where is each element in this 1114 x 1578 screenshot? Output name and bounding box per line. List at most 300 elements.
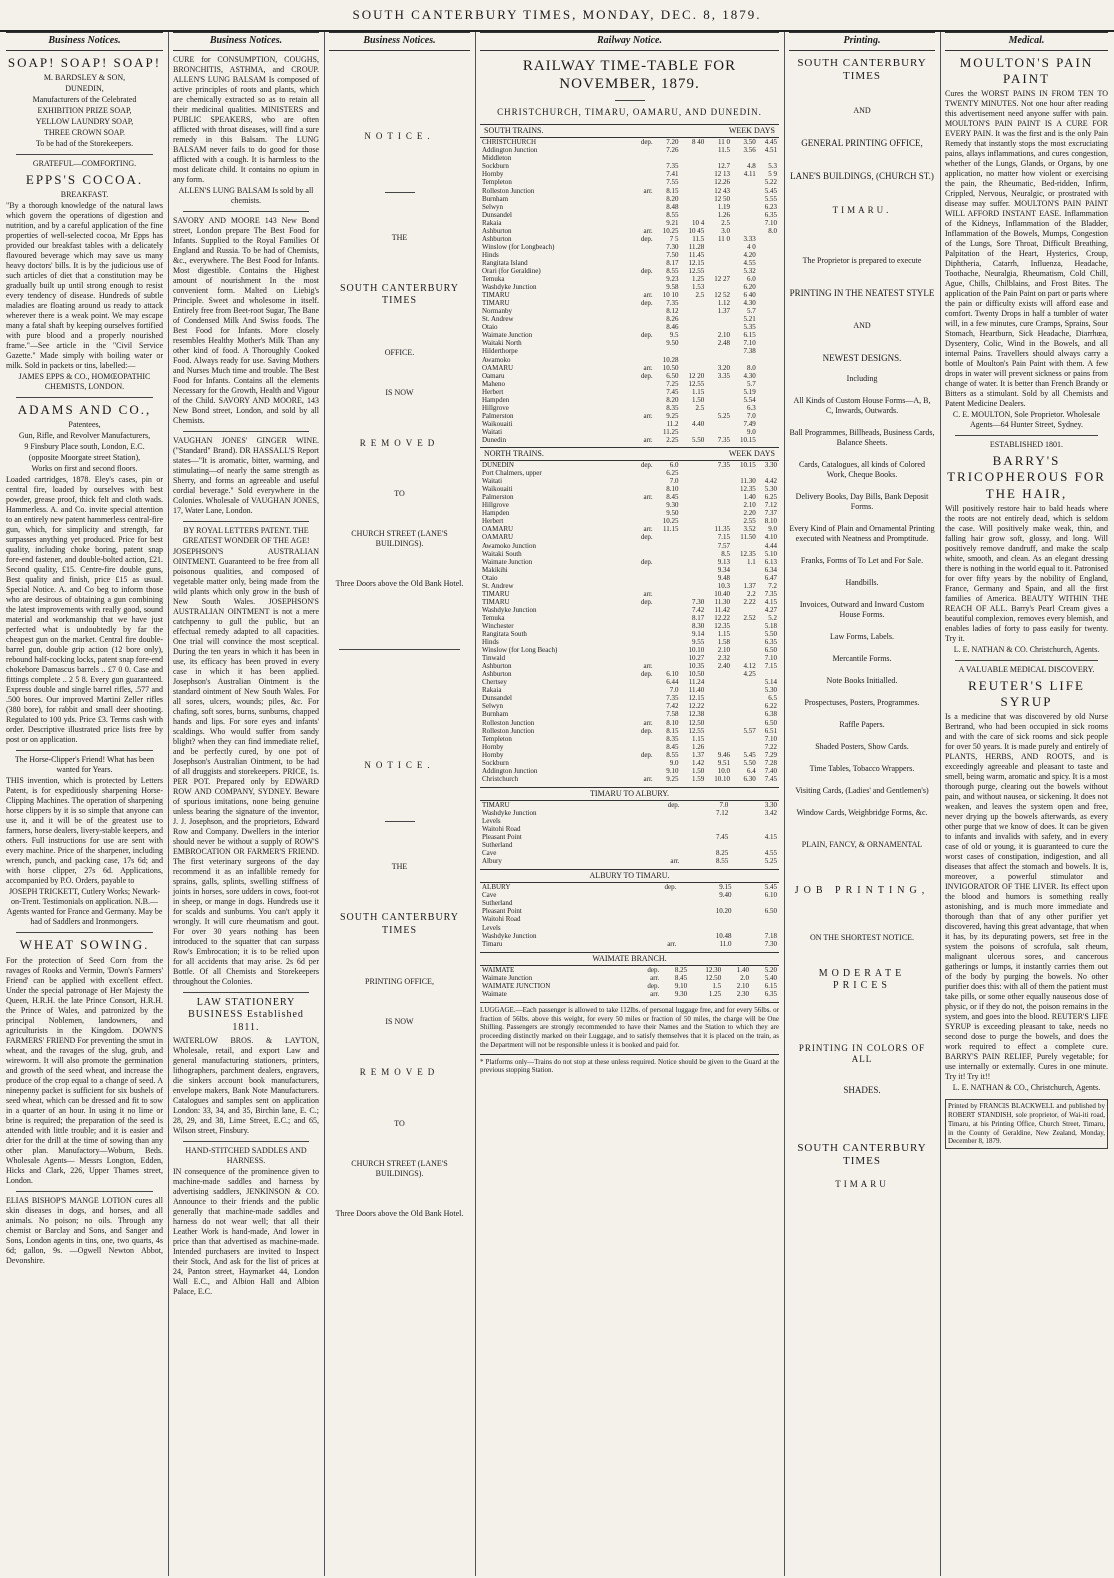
departure-time [680,203,706,211]
arr-dep: arr. [643,226,653,235]
station-name: Herbert [482,517,504,526]
departure-time [758,299,779,307]
timetable-row [480,501,779,509]
departure-time [706,420,732,428]
departure-time: 8.45 [674,973,688,982]
departure-time: 8.55 [716,857,729,866]
departure-time [678,924,733,932]
station-name: WAIMATE [482,965,515,974]
departure-time [732,356,758,364]
departure-time [680,195,706,203]
station-name: OAMARU [482,525,514,534]
notice-removal-1 [329,131,470,590]
station-name: OAMARU [482,363,514,372]
station-name: DUNEDIN [482,461,514,470]
arr-dep: dep. [640,267,653,275]
departure-time [655,590,681,598]
departure-time: 8.55 [666,750,679,759]
timetable-row [480,694,779,702]
station-name: TIMARU [482,299,510,308]
ad-body: WATERLOW BROS. & LAYTON, Wholesale, retail, and export Law and general manufacturing stationers, printers, lithographers, parchment dealers, engravers, die sinkers account book manufacturers, envelope makers, Bank Note Manufacturers. Catalogues and samples sent on application London: 33, 34, and 35, Birchin lane, E. C.; 28, 29, and 38, Lime Street, E.C.; and 65, Wilson street, Finsbury. [173,1036,319,1135]
departure-time [706,469,732,477]
departure-time: 8.0 [747,363,756,372]
south-trains-table [480,138,779,444]
spacer [789,416,935,428]
arr-dep [634,517,655,525]
departure-time: 6.20 [743,283,756,292]
arr-dep [634,154,655,162]
departure-time: 6.10 [764,891,777,900]
departure-time [706,719,732,727]
print-item: Note Books Initialled. [826,676,898,686]
timetable-row [480,469,779,477]
timetable-row [480,339,779,347]
arr-dep [634,404,655,412]
arr-dep [634,323,655,331]
departure-time [680,493,706,501]
column-business-notices-2 [168,32,323,1576]
departure-time [706,517,732,525]
departure-time: 5.54 [743,395,756,404]
departure-time: 2.5 [695,291,705,300]
departure-time: 9.25 [666,774,679,783]
timetable-row [480,219,779,227]
departure-time: 6.10 [666,670,679,679]
departure-time: 12.50 [705,973,722,982]
arr-dep: arr. [643,718,653,727]
departure-time: 10.25 [662,226,679,235]
departure-time: 10 4 [691,218,705,227]
arr-dep [634,686,655,694]
departure-time [680,501,706,509]
station-name: Hornby [482,742,504,751]
departure-time: 1.42 [691,758,705,767]
departure-time [680,162,706,170]
print-item: Mercantile Forms. [832,654,892,664]
departure-time [732,566,758,574]
departure-time: 12 43 [714,186,730,195]
departure-time [758,428,779,436]
departure-time [655,606,681,614]
ad-signature: ALLEN'S LUNG BALSAM Is sold by all chemists. [178,185,314,205]
departure-time: 9.10 [666,766,679,775]
departure-time [758,251,779,259]
departure-time: 9.25 [666,411,679,420]
departure-time: 7 5 [669,234,679,243]
timetable-row [480,372,779,380]
departure-time [706,347,732,355]
departure-time: 4.10 [764,533,777,542]
departure-time: 7.18 [764,931,777,940]
departure-time [732,654,758,662]
print-line: Including [846,374,878,384]
departure-time [655,542,681,550]
departure-time: 11.45 [688,250,705,259]
arr-dep [634,932,678,940]
departure-time: 5.50 [691,435,705,444]
departure-time: 7.42 [691,605,705,614]
departure-time: 8.25 [674,965,688,974]
departure-time: 6.22 [764,702,777,711]
departure-time: 5.19 [743,387,756,396]
departure-time [730,817,779,825]
departure-time: 10.15 [740,461,756,470]
ad-line: A VALUABLE MEDICAL DISCOVERY. [958,664,1095,674]
departure-time: 9.30 [674,989,688,998]
station-name: Winslow (for Long Beach) [482,646,558,655]
ad-ginger-wine [173,436,319,516]
timetable-row [480,646,779,654]
departure-time: 7.30 [691,597,705,606]
departure-time: 6.50 [764,718,777,727]
arr-dep [634,694,655,702]
station-name: Ashburton [482,234,512,243]
ad-title: The Horse-Clipper's Friend! What has been wanted for Years. [14,755,155,775]
departure-time [682,841,731,849]
departure-time [732,702,758,710]
albury-timaru-header: ALBURY TO TIMARU. [480,869,779,883]
departure-time: 8.46 [666,323,679,332]
ad-soap [6,55,163,149]
departure-time [758,364,779,372]
departure-time: 9.23 [666,275,679,284]
timetable-row [480,428,779,436]
arr-dep [634,485,655,493]
station-name: Orari (for Geraldine) [482,267,541,275]
column-railway-notice [475,32,783,1576]
departure-time: 8.26 [666,315,679,324]
departure-time: 9.34 [717,565,730,574]
departure-time [732,686,758,694]
ad-line: (opposite Moorgate street Station), [28,453,141,463]
departure-time: 12.38 [688,710,705,719]
departure-time: 7.45 [764,774,777,783]
departure-time: 4.15 [764,833,777,842]
departure-time: 1.25 [708,989,722,998]
departure-time [655,558,681,566]
ad-line: Gun, Rifle, and Revolver Manufacturers, [18,431,151,441]
notice-line: THE [391,232,408,242]
departure-time: 6.0 [669,461,679,470]
departure-time: 2.2 [747,589,756,598]
departure-time: 7.15 [764,662,777,671]
spacer [789,384,935,396]
departure-time: 7.35 [717,435,730,444]
station-name: Washdyke Junction [482,283,537,292]
notice-line: PRINTING OFFICE, [365,977,434,987]
departure-time [706,493,732,501]
departure-time: 8.55 [666,267,679,275]
departure-time: 8.10 [666,485,679,494]
arr-dep [634,388,655,396]
departure-time: 8.15 [666,186,679,195]
departure-time: 8.5 [721,549,730,558]
departure-time: 12.15 [688,258,705,267]
ad-title: WHEAT SOWING. [19,937,150,953]
departure-time [706,388,732,396]
departure-time: 11.5 [692,234,705,243]
departure-time: 7.35 [764,589,777,598]
divider [183,1141,309,1142]
departure-time: 1.15 [691,387,705,396]
timetable-row [480,574,779,582]
departure-time [732,743,758,751]
notice-line: REMOVED [359,437,440,448]
timetable-row [480,195,779,203]
arr-dep: arr. [667,939,677,948]
departure-time: 7.10 [764,218,777,227]
ad-epps-cocoa [6,159,163,392]
ad-adams-guns [6,402,163,745]
departure-time: 5.10 [764,549,777,558]
departure-time: 11.30 [740,477,756,486]
departure-time: 7.45 [716,833,729,842]
waimate-header: WAIMATE BRANCH. [480,952,779,966]
departure-time: 2.52 [743,613,756,622]
departure-time: 10.3 [717,581,730,590]
arr-dep [634,743,655,751]
north-trains-label: NORTH TRAINS. [484,449,544,459]
timetable-row [480,899,779,907]
ad-signature: JOSEPH TRICKETT, Cutlery Works; Newark-on-Trent. Testimonials on application. N.B.—Agents wanted for France and Germany. May be had of Saddlers and Ironmongers. [6,887,163,927]
departure-time: 1.37 [691,750,705,759]
departure-time: 4.8 [747,162,756,171]
print-item: Invoices, Outward and Inward Custom House Forms. [799,600,925,620]
departure-time: 7.12 [716,808,729,817]
spacer [789,512,935,524]
station-name: Hampden [482,395,510,404]
departure-time: 10.28 [662,355,679,364]
departure-time: 9.58 [666,283,679,292]
station-name: Waitohi Road [482,915,521,924]
departure-time [706,727,732,735]
station-name: Dunedin [482,435,507,444]
ad-title: EPPS'S COCOA. [25,171,144,187]
arr-dep [634,582,655,590]
departure-time [758,267,779,275]
station-name: Hinds [482,250,499,259]
departure-time [655,662,681,670]
departure-time [758,412,779,420]
arr-dep [634,710,655,718]
departure-time: 7.37 [764,509,777,518]
departure-time [706,485,732,493]
ad-body: VAUGHAN JONES' GINGER WINE. ("Standard" Brand). DR HASSALL'S Report states—"It is aromatic, bitter, warming, and stimulating—of nearly the same strength as Sherry, and forms an agreeable and useful cordial beverage." Sold everywhere in the Colonies. Wholesale of VAUGHAN JONES, 17, Water Lane, London. [173,435,319,515]
timetable-row [480,267,779,275]
ad-line: BREAKFAST. [60,190,109,199]
ad-barry-tricopherous [945,440,1108,655]
timetable-row [480,291,779,299]
departure-time [655,646,681,654]
departure-time [732,710,758,718]
print-item: Ball Programmes, Billheads, Business Cards, Balance Sheets. [789,428,935,448]
station-name: Waitati [482,477,503,486]
timetable-row [480,932,779,940]
arr-dep [634,170,655,178]
arr-dep: arr. [643,186,653,195]
departure-time [758,420,779,428]
print-item: Cards, Catalogues, all kinds of Colored Work, Cheque Books. [799,460,925,480]
departure-time [706,396,732,404]
arr-dep [634,219,655,227]
notice-heading: NOTICE. [364,130,435,141]
station-name: Hampden [482,509,510,518]
station-name: Tinwald [482,654,506,663]
arr-dep: dep. [640,750,653,759]
departure-time [655,566,681,574]
station-name: Port Chalmers, upper [482,469,542,478]
station-name: Ashburton [482,662,512,671]
station-name: Rangitata South [482,630,527,639]
station-name: Cave [482,849,497,858]
departure-time [732,469,758,477]
arr-dep [634,606,655,614]
masthead: SOUTH CANTERBURY TIMES, MONDAY, DEC. 8, 1879. [0,0,1114,32]
departure-time [758,291,779,299]
departure-time: 2.5 [695,403,705,412]
arr-dep [634,622,655,630]
arr-dep [634,178,655,186]
departure-time: 5.14 [764,678,777,687]
departure-time: 3.56 [743,146,756,155]
arr-dep: dep. [640,670,653,679]
ad-signature: JAMES EPPS & CO., HOMŒOPATHIC CHEMISTS, LONDON. [18,372,151,391]
departure-time [655,638,681,646]
arr-dep [634,195,655,203]
departure-time: 7.42 [666,702,679,711]
spacer [789,943,935,968]
station-name: Hilderthorpe [482,347,518,356]
timetable-row [480,420,779,428]
departure-time: 4.40 [691,419,705,428]
ad-title: MOULTON'S PAIN PAINT [959,54,1094,86]
departure-time [680,550,706,558]
arr-dep [634,356,655,364]
arr-dep: dep. [640,138,653,147]
departure-time: 1.53 [691,283,705,292]
timetable-row [480,227,779,235]
ad-body: "By a thorough knowledge of the natural laws which govern the operations of digestion and nutrition, and by a careful application of the fine properties of well-selected cocoa, Mr Epps has provided our breakfast tables with a delicately flavoured beverage which may save us many heavy doctors' bills. It is by the judicious use of such articles of diet that a constitution may be gradually built up until strong enough to resist every tendency of disease. Hundreds of subtle maladies are floating around us ready to attack wherever there is a weak point. We may escape many a fatal shaft by keeping ourselves fortified with pure blood and a properly nourished frame."—See article in the "Civil Service Gazette." Made simply with boiling water or milk. Sold in packets or tins, labelled:— [6,201,163,370]
arr-dep: arr. [643,291,653,300]
departure-time: 12.22 [688,702,705,711]
arr-dep [634,614,655,622]
departure-time: 12 20 [688,371,705,380]
timetable-row [480,825,779,833]
departure-time: 5.7 [747,379,756,388]
departure-time: 6.25 [764,493,777,502]
arr-dep [634,146,655,154]
departure-time: 6.25 [666,469,679,478]
station-name: Waimate Junction [482,973,533,982]
station-name: Hornby [482,750,504,759]
timetable-row [480,154,779,162]
spacer [789,149,935,171]
waimate-table [480,966,779,998]
departure-time: 5.45 [764,883,777,892]
departure-time: 10.40 [714,589,730,598]
timetable-row [480,590,779,598]
station-name: Waitohi Road [482,825,521,834]
departure-time [732,622,758,630]
departure-time: 12.55 [688,379,705,388]
station-name: Rakaia [482,218,502,227]
arr-dep: arr. [650,973,660,982]
print-item: Prospectuses, Posters, Programmes. [804,698,920,708]
station-name: Burnham [482,194,509,203]
station-name: Templeton [482,178,512,187]
print-line: AND [853,321,871,330]
departure-time: 5.35 [743,323,756,332]
print-paper-name: SOUTH CANTERBURY TIMES [797,56,927,83]
print-line: TIMARU. [832,204,892,215]
departure-time [758,283,779,291]
departure-time [706,678,732,686]
departure-time [706,380,732,388]
departure-time: 1.40 [736,965,750,974]
timetable-row [480,702,779,710]
departure-time: 7.55 [666,178,679,187]
divider [615,100,645,101]
station-name: TIMARU [482,589,510,598]
print-line: AND [853,106,871,115]
timetable-row [480,638,779,646]
departure-time: 6.47 [764,573,777,582]
notice-heading: NOTICE. [364,760,435,770]
departure-time: 10.0 [717,766,730,775]
timetable-row [480,606,779,614]
luggage-notice: LUGGAGE.—Each passenger is allowed to take 112lbs. of personal luggage free, and for every 56lbs. or fraction of 56lbs. above this weight, for every 50 miles or fraction of 50 miles, the charge will be One Shilling. Passengers are strongly recommended to have their Names and the Station to which they are proceeding distinctly marked on their Luggage, and to satisfy themselves that it is placed on the train, as the Department will not be responsible unless it is booked and paid for. [480,1002,779,1050]
departure-time [706,710,732,718]
station-name: St. Andrew [482,315,514,324]
departure-time: 10 10 [662,291,679,300]
arr-dep [634,509,655,517]
timetable-row [480,759,779,767]
departure-time: 5.40 [764,973,777,982]
departure-time: 9.13 [717,557,730,566]
departure-time: 11.30 [714,597,730,606]
departure-time: 8.30 [691,621,705,630]
departure-time [706,323,732,331]
station-name: Sutherland [482,841,513,850]
departure-time [680,364,706,372]
departure-time: 1.37 [717,307,730,316]
departure-time: 11.24 [688,678,705,687]
timetable-row [480,735,779,743]
arr-dep [634,825,682,833]
station-name: Otaio [482,573,498,582]
departure-time: 6.50 [764,907,777,916]
station-name: Addington Junction [482,766,538,775]
arr-dep: dep. [640,299,653,308]
departure-time: 3.30 [764,461,777,470]
timetable-row [480,719,779,727]
arr-dep [634,428,655,436]
departure-time: 12.15 [688,694,705,703]
ad-law-stationery [173,997,319,1137]
south-trains-label: SOUTH TRAINS. [484,126,544,136]
timetable-title: RAILWAY TIME-TABLE FOR NOVEMBER, 1879. [522,57,737,93]
departure-time: 8.10 [764,517,777,526]
print-line: PRINTING IN COLORS OF ALL [798,1042,926,1064]
platform-footnote: * Platforms only—Trains do not stop at these unless required. Notice should be given to the Guard at the previous stopping Station. [480,1054,779,1076]
departure-time [680,525,706,533]
notice-line: TO [394,489,405,498]
station-name: Levels [482,817,501,825]
arr-dep [634,849,682,857]
station-name: Washdyke Junction [482,808,537,817]
arr-dep: dep. [640,533,653,542]
station-name: Awamoko Junction [482,541,536,550]
